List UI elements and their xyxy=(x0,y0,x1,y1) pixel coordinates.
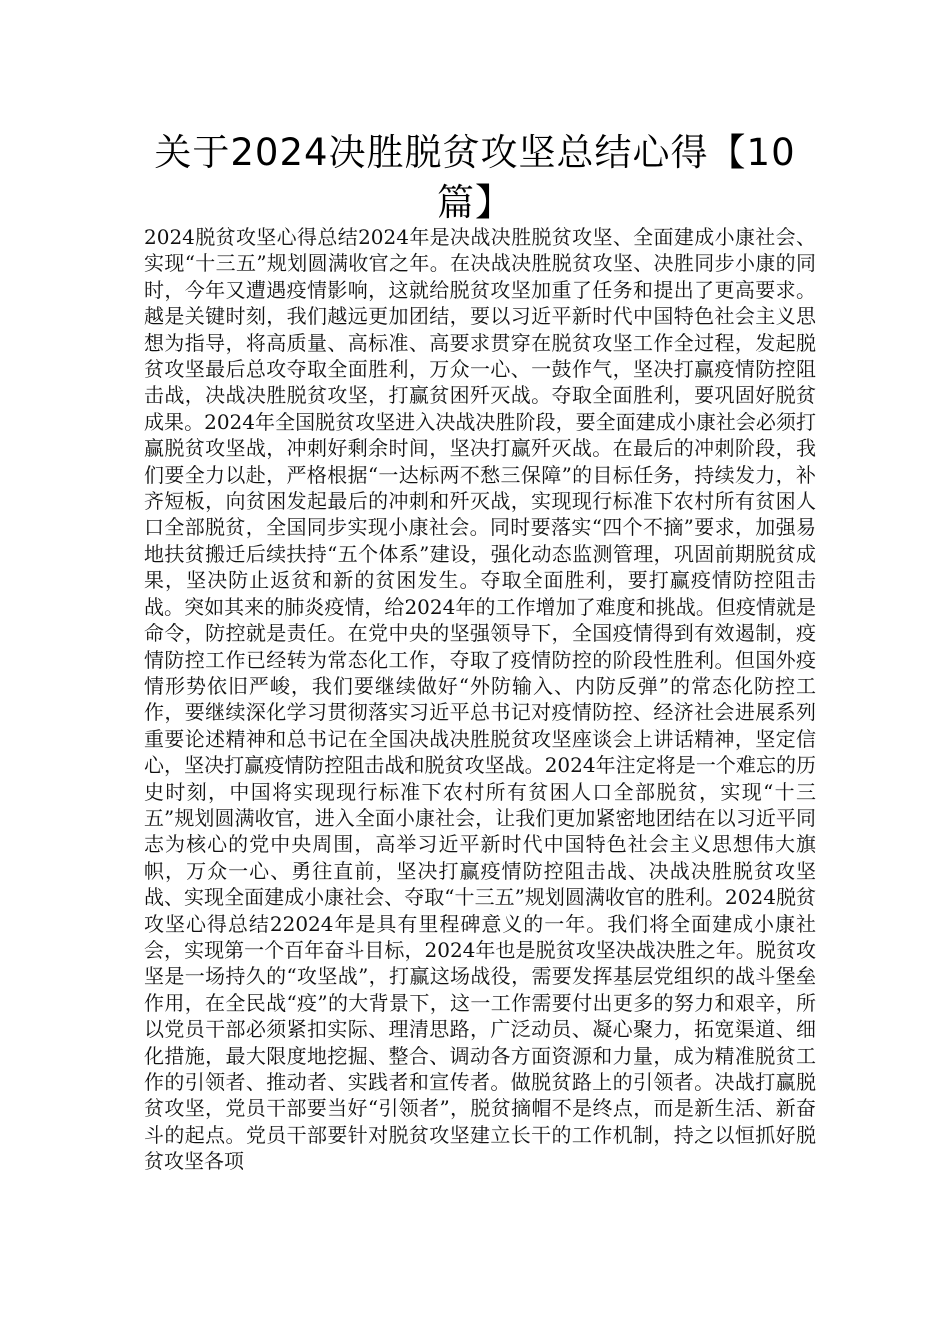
document-title: 关于2024决胜脱贫攻坚总结心得【10篇】 xyxy=(154,131,796,224)
document-body: 2024脱贫攻坚心得总结2024年是决战决胜脱贫攻坚、全面建成小康社会、实现“十三五”规划圆满收官之年。在决战决胜脱贫攻坚、决胜同步小康的同时，今年又遭遇疫情影响，这就给脱贫攻坚加重了任务和提出了更高要求。越是关键时刻，我们越远更加团结，要以习近平新时代中国特色社会主义思想为指导，将高质量、高标准、高要求贯穿在脱贫攻坚工作全过程，发起脱贫攻坚最后总攻夺取全面胜利，万众一心、一鼓作气，坚决打赢疫情防控阻击战，决战决胜脱贫攻坚，打赢贫困歼灭战。夺取全面胜利，要巩固好脱贫成果。2024年全国脱贫攻坚进入决战决胜阶段，要全面建成小康社会必须打赢脱贫攻坚战，冲刺好剩余时间，坚决打赢歼灭战。在最后的冲刺阶段，我们要全力以赴，严格根据“一达标两不愁三保障”的目标任务，持续发力，补齐短板，向贫困发起最后的冲刺和歼灭战，实现现行标准下农村所有贫困人口全部脱贫，全国同步实现小康社会。同时要落实“四个不摘”要求，加强易地扶贫搬迁后续扶持“五个体系”建设，强化动态监测管理，巩固前期脱贫成果，坚决防止返贫和新的贫困发生。夺取全面胜利，要打赢疫情防控阻击战。突如其来的肺炎疫情，给2024年的工作增加了难度和挑战。但疫情就是命令，防控就是责任。在党中央的坚强领导下，全国疫情得到有效遏制，疫情防控工作已经转为常态化工作，夺取了疫情防控的阶段性胜利。但国外疫情形势依旧严峻，我们要继续做好“外防输入、内防反弹”的常态化防控工作，要继续深化学习贯彻落实习近平总书记对疫情防控、经济社会进展系列重要论述精神和总书记在全国决战决胜脱贫攻坚座谈会上讲话精神，坚定信心，坚决打赢疫情防控阻击战和脱贫攻坚战。2024年注定将是一个难忘的历史时刻，中国将实现现行标准下农村所有贫困人口全部脱贫，实现“十三五”规划圆满收官，进入全面小康社会，让我们更加紧密地团结在以习近平同志为核心的党中央周围，高举习近平新时代中国特色社会主义思想伟大旗帜，万众一心、勇往直前，坚决打赢疫情防控阻击战、决战决胜脱贫攻坚战、实现全面建成小康社会、夺取“十三五”规划圆满收官的胜利。2024脱贫攻坚心得总结22024年是具有里程碑意义的一年。我们将全面建成小康社会，实现第一个百年奋斗目标，2024年也是脱贫攻坚决战决胜之年。脱贫攻坚是一场持久的“攻坚战”，打赢这场战役，需要发挥基层党组织的战斗堡垒作用，在全民战“疫”的大背景下，这一工作需要付出更多的努力和艰辛，所以党员干部必须紧扣实际、理清思路，广泛动员、凝心聚力，拓宽渠道、细化措施，最大限度地挖掘、整合、调动各方面资源和力量，成为精准脱贫工作的引领者、推动者、实践者和宣传者。做脱贫路上的引领者。决战打赢脱贫攻坚，党员干部要当好“引领者”，脱贫摘帽不是终点，而是新生活、新奋斗的起点。党员干部要针对脱贫攻坚建立长干的工作机制，持之以恒抓好脱贫攻坚各项 xyxy=(144,225,816,1174)
